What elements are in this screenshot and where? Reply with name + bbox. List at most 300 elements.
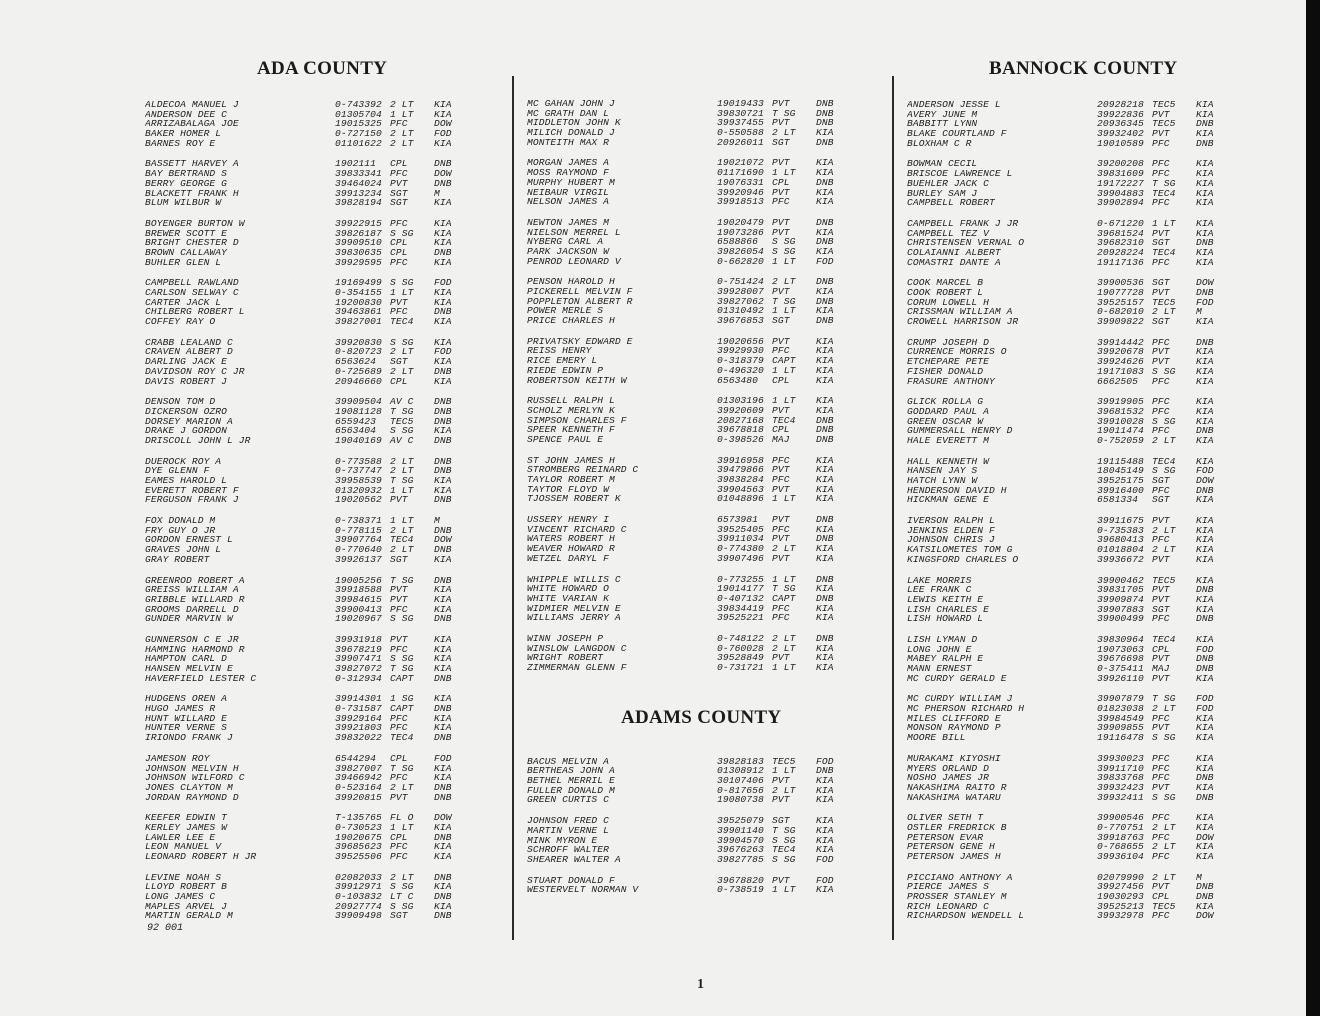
roster-list [527, 757, 887, 895]
soldier-name: LISH LYMAN D [907, 634, 978, 645]
serial-number: 1902111 [335, 158, 377, 170]
soldier-name: RICHARDSON WENDELL L [907, 911, 1025, 922]
serial-number: 0-760028 [717, 642, 764, 654]
roster-row [527, 613, 887, 623]
rank: PFC [1152, 375, 1170, 387]
soldier-name: FRASURE ANTHONY [907, 376, 995, 387]
serial-number: 39834419 [717, 602, 764, 614]
soldier-name: BURLEY SAM J [907, 188, 978, 199]
status: KIA [434, 841, 452, 853]
rank: TEC5 [1152, 118, 1176, 130]
rank: PFC [1152, 851, 1170, 862]
soldier-name: LEVINE NOAH S [145, 872, 222, 883]
rank: 1 SG [390, 693, 414, 705]
roster-row [907, 219, 1269, 229]
soldier-name: OSTLER FREDRICK B [907, 822, 1007, 833]
status: DNB [434, 703, 452, 715]
soldier-name: LISH CHARLES E [907, 604, 990, 615]
soldier-name: DRISCOLL JOHN L JR [145, 435, 251, 446]
soldier-name: SCHROFF WALTER [527, 845, 610, 855]
rank: S SG [390, 425, 414, 437]
status: KIA [816, 464, 834, 476]
roster-row [907, 417, 1269, 427]
status: DNB [816, 236, 834, 248]
serial-number: 39904563 [717, 483, 764, 495]
status: FOD [816, 874, 834, 886]
rank: TEC4 [772, 844, 796, 856]
soldier-name: WINSLOW LANGDON C [527, 643, 627, 654]
soldier-name: PRIVATSKY EDWARD E [527, 336, 633, 347]
soldier-name: GREEN OSCAR W [907, 416, 984, 427]
roster-row [145, 317, 505, 327]
rank: PVT [1152, 515, 1170, 527]
rank: CAPT [390, 672, 414, 684]
status: KIA [816, 157, 834, 169]
serial-number: 39830635 [335, 246, 382, 258]
soldier-name: BREWER SCOTT E [145, 228, 228, 239]
status: KIA [816, 844, 834, 856]
roster-row [907, 397, 1269, 407]
serial-number: 19019433 [717, 98, 764, 109]
rank: PFC [1152, 762, 1170, 774]
serial-number: 01305704 [335, 108, 382, 120]
serial-number: 0-730523 [335, 821, 382, 833]
soldier-name: JOHNSON FRED C [527, 816, 610, 826]
serial-number: 19020656 [717, 335, 764, 347]
roster-row [907, 426, 1269, 436]
serial-number: 39682310 [1097, 237, 1144, 249]
page-id: 92 001 [147, 923, 184, 934]
status: DNB [434, 781, 452, 793]
roster-row [145, 495, 505, 505]
roster-row [907, 169, 1269, 179]
roster-group [907, 397, 1269, 445]
serial-number: 18045149 [1097, 465, 1144, 477]
soldier-name: LLOYD ROBERT B [145, 882, 228, 893]
status: KIA [1196, 841, 1214, 853]
soldier-name: GODDARD PAUL A [907, 406, 990, 417]
serial-number: 0-312934 [335, 672, 382, 684]
status: DNB [816, 107, 834, 119]
roster-row [907, 288, 1269, 298]
status: KIA [1196, 712, 1214, 724]
soldier-name: FOX DONALD M [145, 516, 216, 526]
rank: 2 LT [390, 544, 414, 556]
status: KIA [1196, 762, 1214, 774]
serial-number: 39931918 [335, 633, 382, 645]
rank: PVT [772, 533, 790, 545]
roster-group [907, 873, 1269, 921]
soldier-name: NEWTON JAMES M [527, 217, 610, 228]
status: KIA [816, 662, 834, 673]
serial-number: 0-407132 [717, 592, 764, 604]
serial-number: 39922915 [335, 217, 382, 229]
rank: 2 LT [390, 524, 414, 536]
serial-number: 39827785 [717, 853, 764, 865]
soldier-name: RUSSELL RALPH L [527, 396, 615, 406]
rank: PVT [1152, 881, 1170, 893]
rank: PFC [1152, 197, 1170, 209]
status: FOD [434, 277, 452, 289]
status: DOW [434, 534, 452, 546]
soldier-name: NAKASHIMA WATARU [907, 792, 1001, 803]
soldier-name: POWER MERLE S [527, 306, 604, 317]
rank: T SG [390, 663, 414, 674]
rank: 2 LT [1152, 841, 1176, 853]
status: KIA [1196, 217, 1214, 229]
status: FOD [816, 255, 834, 267]
status: DNB [1196, 484, 1214, 496]
status: DNB [1196, 881, 1214, 893]
serial-number: 39929595 [335, 256, 382, 268]
soldier-name: GREISS WILLIAM A [145, 585, 239, 595]
rank: AV C [390, 434, 414, 446]
soldier-name: JAMESON ROY [145, 753, 210, 764]
status: KIA [434, 663, 452, 674]
serial-number: 39914301 [335, 693, 382, 705]
serial-number: 39921803 [335, 722, 382, 734]
rank: SGT [390, 187, 408, 199]
soldier-name: COMASTRI DANTE A [907, 257, 1001, 268]
serial-number: 0-778115 [335, 524, 382, 536]
rank: T SG [1152, 177, 1176, 189]
soldier-name: IRIONDO FRANK J [145, 733, 233, 743]
roster-row [145, 674, 505, 684]
column-divider [512, 76, 514, 940]
status: KIA [434, 484, 452, 496]
serial-number: 01018804 [1097, 544, 1144, 556]
roster-group [145, 219, 505, 267]
soldier-name: DARLING JACK E [145, 357, 228, 367]
rank: PFC [1152, 831, 1170, 843]
rank: PFC [390, 168, 408, 180]
status: DNB [816, 176, 834, 188]
serial-number: 19076331 [717, 176, 764, 188]
soldier-name: WHITE HOWARD O [527, 584, 610, 594]
roster-group [145, 278, 505, 326]
rank: CPL [390, 246, 408, 258]
soldier-name: GUMMERSALL HENRY D [907, 426, 1013, 436]
rank: PVT [390, 633, 408, 645]
roster-row [907, 466, 1269, 476]
soldier-name: TAYLOR ROBERT M [527, 475, 615, 485]
serial-number: 39907471 [335, 653, 382, 665]
status: KIA [1196, 434, 1214, 446]
roster-group [145, 457, 505, 505]
status: KIA [816, 815, 834, 827]
rank: TEC5 [1152, 99, 1176, 110]
status: DNB [816, 98, 834, 109]
soldier-name: MIDDLETON JOHN K [527, 118, 621, 129]
serial-number: 39920815 [335, 791, 382, 803]
status: DOW [1196, 277, 1214, 289]
rank: PVT [1152, 593, 1170, 605]
soldier-name: TAYTOR FLOYD W [527, 484, 610, 495]
status: KIA [816, 794, 834, 806]
rank: FL O [390, 812, 414, 824]
soldier-name: HAMMING HARMOND R [145, 644, 245, 655]
soldier-name: CRUMP JOSEPH D [907, 337, 990, 348]
serial-number: 39678818 [717, 424, 764, 436]
status: KIA [1196, 812, 1214, 824]
soldier-name: GRAY ROBERT [145, 554, 210, 565]
roster-group [907, 694, 1269, 742]
roster-group [145, 338, 505, 386]
status: KIA [816, 493, 834, 505]
status: KIA [434, 137, 452, 149]
serial-number: 39676853 [717, 315, 764, 327]
status: KIA [434, 653, 452, 665]
rank: PVT [772, 117, 790, 129]
roster-row [907, 110, 1269, 120]
soldier-name: LEON MANUEL V [145, 842, 222, 852]
serial-number: 39932978 [1097, 910, 1144, 922]
status: FOD [1196, 643, 1214, 655]
soldier-name: BLUM WILBUR W [145, 198, 222, 208]
roster-group [907, 813, 1269, 861]
serial-number: 39984615 [335, 593, 382, 605]
roster-row [907, 764, 1269, 774]
status: DNB [816, 295, 834, 307]
serial-number: 39932402 [1097, 128, 1144, 140]
serial-number: 39826187 [335, 227, 382, 239]
rank: 2 LT [1152, 821, 1176, 833]
serial-number: 0-375411 [1097, 663, 1144, 674]
roster-row [907, 159, 1269, 169]
soldier-name: PICKERELL MELVIN F [527, 287, 633, 297]
status: DNB [1196, 425, 1214, 437]
status: KIA [816, 552, 834, 564]
serial-number: 39827007 [335, 762, 382, 774]
roster-group [527, 515, 887, 563]
serial-number: 39920678 [1097, 346, 1144, 358]
soldier-name: PETERSON GENE H [907, 842, 995, 852]
rank: CPL [772, 374, 790, 386]
roster-row [907, 357, 1269, 367]
roster-row [907, 476, 1269, 486]
soldier-name: KATSILOMETES TOM G [907, 545, 1013, 555]
roster-row [907, 555, 1269, 565]
roster-row [907, 139, 1269, 149]
soldier-name: STUART DONALD F [527, 875, 615, 886]
status: KIA [816, 543, 834, 555]
serial-number: 0-735383 [1097, 524, 1144, 536]
serial-number: 39479866 [717, 464, 764, 476]
soldier-name: SPEER KENNETH F [527, 425, 615, 435]
roster-row [907, 773, 1269, 783]
status: DNB [434, 455, 452, 467]
serial-number: 20926011 [717, 136, 764, 148]
rank: PVT [1152, 672, 1170, 684]
rank: SGT [772, 315, 790, 327]
roster-row [907, 723, 1269, 733]
rank: S SG [1152, 365, 1176, 377]
rank: 1 LT [390, 821, 414, 833]
soldier-name: JOHNSON CHRIS J [907, 535, 995, 546]
rank: T SG [390, 574, 414, 586]
status: DNB [1196, 336, 1214, 348]
serial-number: 20827168 [717, 414, 764, 426]
rank: 1 LT [772, 493, 796, 505]
soldier-name: COOK ROBERT L [907, 288, 984, 298]
roster-row [907, 704, 1269, 714]
roster-row [907, 813, 1269, 823]
roster-row [145, 258, 505, 268]
status: KIA [816, 167, 834, 179]
serial-number: 0-682010 [1097, 306, 1144, 318]
county-heading-bannock: BANNOCK COUNTY [989, 58, 1178, 79]
serial-number: 39680413 [1097, 534, 1144, 546]
serial-number: 0-817656 [717, 784, 764, 796]
serial-number: 39937455 [717, 117, 764, 129]
soldier-name: BUEHLER JACK C [907, 178, 990, 189]
soldier-name: BABBITT LYNN [907, 119, 978, 130]
serial-number: 6563480 [717, 374, 759, 386]
status: KIA [434, 108, 452, 120]
serial-number: 19005256 [335, 574, 382, 586]
rank: PVT [1152, 653, 1170, 665]
soldier-name: MURAKAMI KIYOSHI [907, 753, 1001, 764]
serial-number: 19116478 [1097, 732, 1144, 744]
serial-number: 39466942 [335, 772, 382, 784]
status: KIA [434, 693, 452, 705]
status: DNB [1196, 237, 1214, 249]
status: KIA [434, 217, 452, 229]
status: KIA [1196, 375, 1214, 387]
status: DNB [816, 315, 834, 327]
serial-number: 39907879 [1097, 693, 1144, 705]
soldier-name: WIDMIER MELVIN E [527, 603, 621, 614]
serial-number: 39830964 [1097, 633, 1144, 645]
serial-number: 0-774380 [717, 543, 764, 555]
soldier-name: PENROD LEONARD V [527, 256, 621, 267]
roster-row [907, 377, 1269, 387]
serial-number: 01823038 [1097, 703, 1144, 715]
serial-number: 19010589 [1097, 137, 1144, 149]
roster-row [907, 645, 1269, 655]
status: KIA [434, 553, 452, 565]
soldier-name: CARTER JACK L [145, 297, 222, 308]
status: DNB [816, 514, 834, 526]
soldier-name: ROBERTSON KEITH W [527, 375, 627, 386]
serial-number: 39926137 [335, 553, 382, 565]
serial-number: 39910028 [1097, 415, 1144, 427]
soldier-name: ALDECOA MANUEL J [145, 100, 239, 110]
soldier-name: DAVIDSON ROY C JR [145, 366, 245, 377]
rank: 1 LT [772, 395, 796, 407]
status: KIA [434, 227, 452, 239]
roster-row [907, 100, 1269, 110]
serial-number: 0-768655 [1097, 841, 1144, 853]
serial-number: 39525175 [1097, 475, 1144, 486]
roster-group [527, 99, 887, 147]
rank: T SG [772, 583, 796, 595]
roster-group [145, 873, 505, 921]
serial-number: 39464024 [335, 177, 382, 189]
serial-number: 39830721 [717, 107, 764, 119]
status: DNB [1196, 891, 1214, 903]
status: KIA [816, 404, 834, 416]
soldier-name: CRABB LEALAND C [145, 337, 233, 348]
serial-number: 39916400 [1097, 484, 1144, 496]
rank: 2 LT [390, 455, 414, 467]
status: KIA [434, 475, 452, 486]
soldier-name: HUGO JAMES R [145, 704, 216, 714]
roster-row [527, 795, 887, 805]
roster-row [907, 842, 1269, 852]
soldier-name: SHEARER WALTER A [527, 854, 621, 865]
status: M [434, 515, 440, 527]
roster-row [907, 833, 1269, 843]
status: DNB [434, 246, 452, 258]
soldier-name: HANSEN JAY S [907, 466, 978, 476]
roster-row [907, 595, 1269, 605]
status: DNB [1196, 137, 1214, 149]
soldier-name: MC CURDY GERALD E [907, 673, 1007, 684]
rank: 1 LT [772, 364, 796, 376]
status: KIA [1196, 544, 1214, 556]
rank: 2 LT [772, 642, 796, 654]
status: KIA [1196, 227, 1214, 239]
soldier-name: BERTHEAS JOHN A [527, 766, 615, 777]
roster-row [907, 664, 1269, 674]
status: KIA [434, 99, 452, 110]
soldier-name: MONSON RAYMOND P [907, 723, 1001, 734]
status: KIA [434, 821, 452, 833]
status: KIA [816, 775, 834, 787]
serial-number: 19014177 [717, 583, 764, 595]
serial-number: 39827062 [717, 295, 764, 307]
rank: PFC [1152, 168, 1170, 180]
serial-number: 39913234 [335, 187, 382, 199]
status: M [1196, 871, 1202, 883]
rank: SGT [772, 815, 790, 827]
serial-number: 39907496 [717, 552, 764, 564]
soldier-name: OLIVER SETH T [907, 813, 984, 823]
rank: PFC [772, 474, 790, 485]
status: KIA [816, 483, 834, 495]
status: KIA [1196, 900, 1214, 912]
soldier-name: USSERY HENRY I [527, 515, 610, 525]
roster-group [907, 516, 1269, 564]
rank: 1 LT [390, 484, 414, 496]
serial-number: 01171690 [717, 167, 764, 179]
soldier-name: KERLEY JAMES W [145, 822, 228, 833]
soldier-name: CHRISTENSEN VERNAL O [907, 238, 1025, 248]
soldier-name: MYERS ORLAND D [907, 763, 990, 774]
roster-row [907, 258, 1269, 268]
status: KIA [1196, 851, 1214, 862]
rank: 2 LT [772, 127, 796, 139]
soldier-name: CAMPBELL FRANK J JR [907, 218, 1019, 229]
rank: PVT [772, 514, 790, 526]
soldier-name: WHITE VARIAN K [527, 593, 610, 604]
serial-number: 39831705 [1097, 584, 1144, 596]
roster-row [907, 576, 1269, 586]
soldier-name: MORGAN JAMES A [527, 158, 610, 169]
status: KIA [1196, 128, 1214, 140]
serial-number: 0-773255 [717, 573, 764, 585]
status: KIA [1196, 197, 1214, 209]
status: DOW [1196, 475, 1214, 486]
status: KIA [1196, 781, 1214, 793]
soldier-name: HATCH LYNN W [907, 476, 978, 486]
column-right [907, 58, 1269, 932]
serial-number: 01101622 [335, 137, 382, 149]
serial-number: 39900499 [1097, 613, 1144, 625]
status: KIA [1196, 633, 1214, 645]
roster-row [907, 486, 1269, 496]
